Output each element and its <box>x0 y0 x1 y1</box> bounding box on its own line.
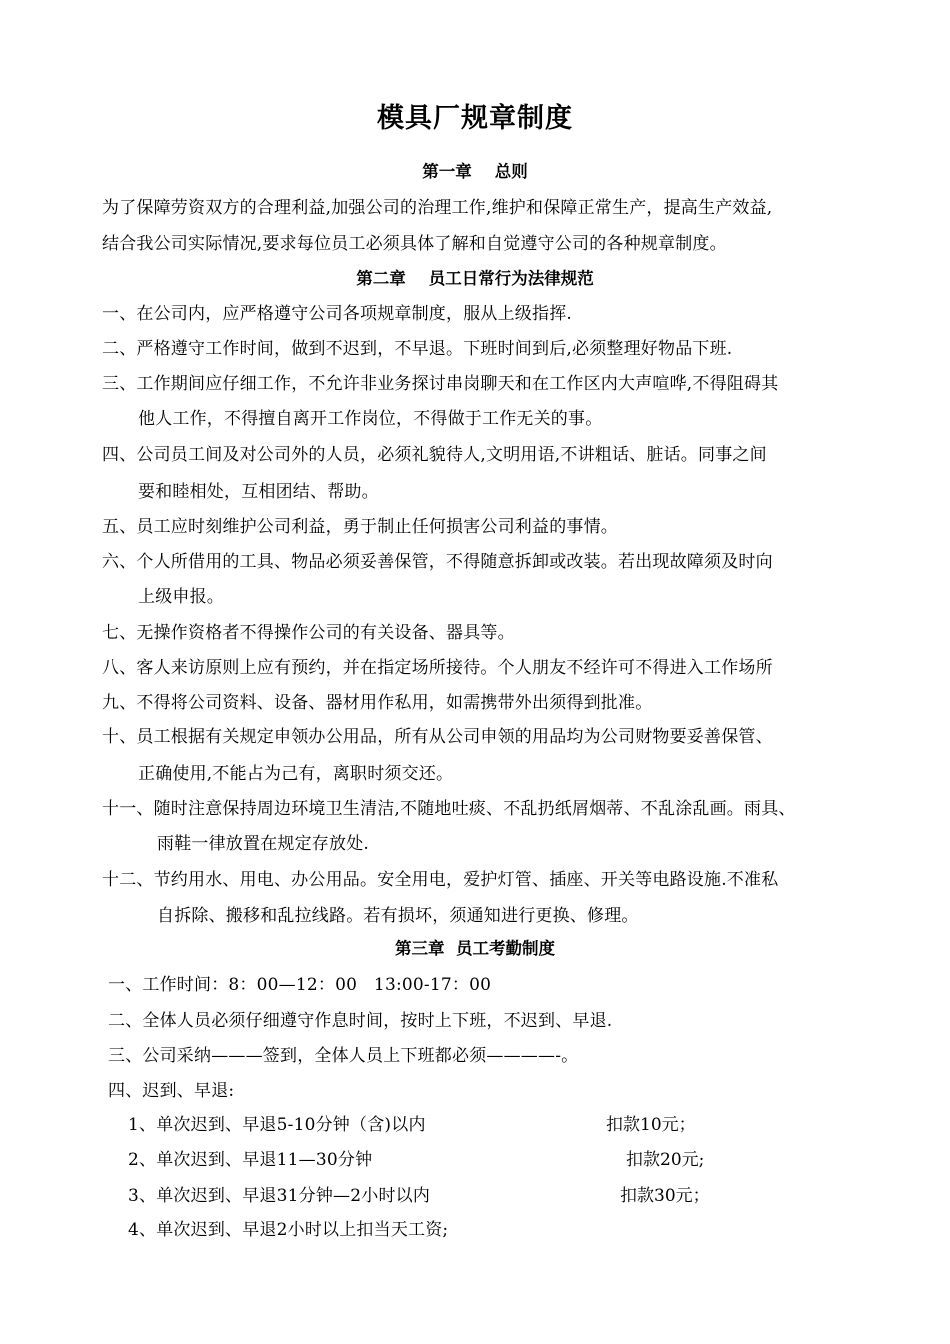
rule-item: 六、个人所借用的工具、物品必须妥善保管，不得随意拆卸或改装。若出现故障须及时向 <box>102 552 773 572</box>
rule-item: 八、客人来访原则上应有预约，并在指定场所接待。个人朋友不经许可不得进入工作场所 <box>102 658 773 678</box>
penalty-item: 3、单次迟到、早退31分钟—2小时以内 <box>128 1186 431 1206</box>
rule-item-continuation: 正确使用,不能占为己有，离职时须交还。 <box>138 764 454 784</box>
rule-item: 十、员工根据有关规定申领办公用品，所有从公司申领的用品均为公司财物要妥善保管、 <box>102 727 773 747</box>
rule-item-continuation: 上级申报。 <box>138 587 224 607</box>
chapter-1-paragraph-line: 为了保障劳资双方的合理利益,加强公司的治理工作,维护和保障正常生产，提高生产效益, <box>102 198 773 218</box>
attendance-item: 四、迟到、早退: <box>108 1081 235 1101</box>
rule-item: 七、无操作资格者不得操作公司的有关设备、器具等。 <box>102 623 515 643</box>
penalty-item: 1、单次迟到、早退5-10分钟（含)以内 <box>128 1115 426 1135</box>
chapter-1-paragraph-line: 结合我公司实际情况,要求每位员工必须具体了解和自觉遵守公司的各种规章制度。 <box>102 234 727 254</box>
chapter-2-heading: 第二章 员工日常行为法律规范 <box>356 269 594 288</box>
document-title: 模具厂规章制度 <box>377 103 573 134</box>
rule-item: 九、不得将公司资料、设备、器材用作私用，如需携带外出须得到批准。 <box>102 693 653 713</box>
attendance-item: 三、公司采纳———签到，全体人员上下班都必须————-。 <box>108 1046 579 1066</box>
rule-item: 四、公司员工间及对公司外的人员，必须礼貌待人,文明用语,不讲粗话、脏话。同事之间 <box>102 445 767 465</box>
attendance-item: 一、工作时间：8：00—12：00 13:00-17：00 <box>108 975 492 995</box>
rule-item-continuation: 要和睦相处，互相团结、帮助。 <box>138 482 379 502</box>
penalty-item: 2、单次迟到、早退11—30分钟 <box>128 1150 373 1170</box>
rule-item: 三、工作期间应仔细工作，不允许非业务探讨串岗聊天和在工作区内大声喧哗,不得阻碍其 <box>102 374 779 394</box>
rule-item-continuation: 自拆除、搬移和乱拉线路。若有损坏，须通知进行更换、修理。 <box>157 906 639 926</box>
rule-item: 十一、随时注意保持周边环境卫生清洁,不随地吐痰、不乱扔纸屑烟蒂、不乱涂乱画。雨具、 <box>102 799 796 819</box>
chapter-3-heading: 第三章 员工考勤制度 <box>395 939 555 958</box>
rule-item-continuation: 他人工作，不得擅自离开工作岗位，不得做于工作无关的事。 <box>138 409 603 429</box>
attendance-item: 二、全体人员必须仔细遵守作息时间，按时上下班，不迟到、早退. <box>108 1011 613 1031</box>
rule-item-continuation: 雨鞋一律放置在规定存放处. <box>157 834 370 854</box>
chapter-1-heading: 第一章 总则 <box>422 162 528 181</box>
rule-item: 一、在公司内，应严格遵守公司各项规章制度，服从上级指挥. <box>102 304 573 324</box>
rule-item: 五、员工应时刻维护公司利益，勇于制止任何损害公司利益的事情。 <box>102 517 618 537</box>
penalty-amount: 扣款10元； <box>606 1115 696 1135</box>
penalty-item: 4、单次迟到、早退2小时以上扣当天工资; <box>128 1220 449 1240</box>
penalty-amount: 扣款30元； <box>620 1186 710 1206</box>
rule-item: 十二、节约用水、用电、办公用品。安全用电，爱护灯管、插座、开关等电路设施.不准私 <box>102 870 779 890</box>
penalty-amount: 扣款20元; <box>626 1150 705 1170</box>
rule-item: 二、严格遵守工作时间，做到不迟到，不早退。下班时间到后,必须整理好物品下班. <box>102 339 733 359</box>
